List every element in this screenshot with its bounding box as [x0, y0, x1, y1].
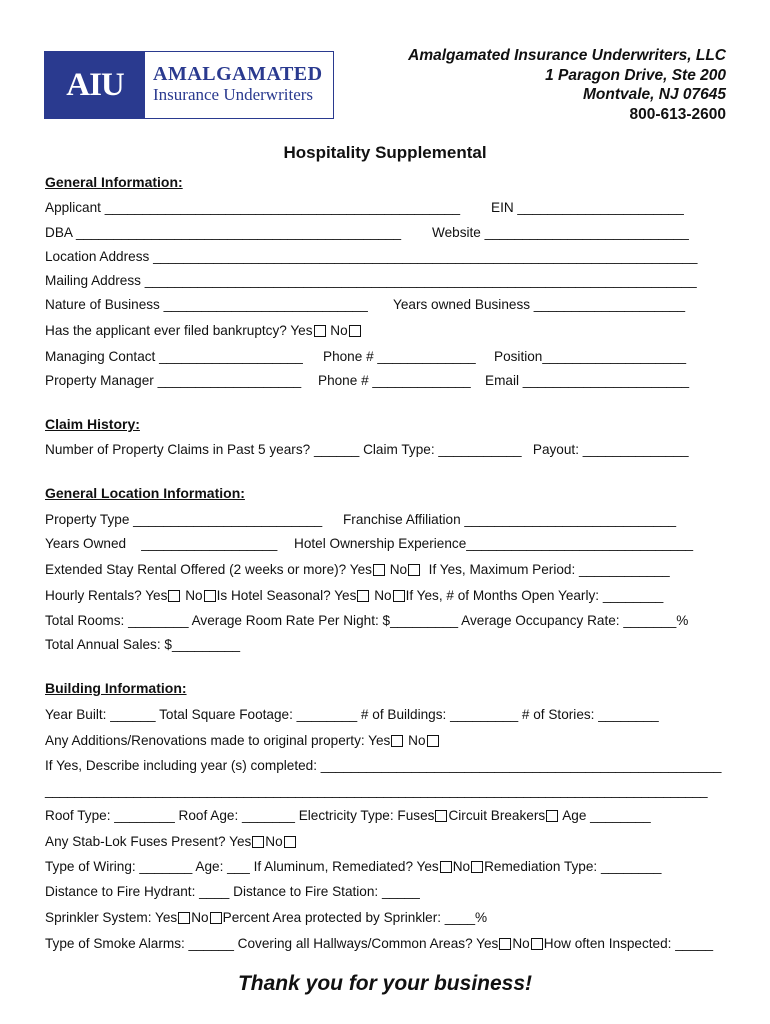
company-name: Amalgamated Insurance Underwriters, LLC — [408, 47, 726, 64]
extended-yes-checkbox[interactable] — [373, 564, 385, 576]
section-claim-history: Claim History: — [45, 416, 140, 432]
circuit-breakers-checkbox[interactable] — [546, 810, 558, 822]
closing-message: Thank you for your business! — [237, 972, 533, 995]
smoke-alarm-line — [45, 936, 713, 952]
no-label: No — [408, 733, 426, 748]
seasonal-label: Is Hotel Seasonal? Yes — [216, 588, 357, 603]
wiring-line — [45, 859, 661, 875]
sprinkler-percent-field[interactable]: Percent Area protected by Sprinkler: ____% — [222, 910, 488, 925]
applicant-field[interactable]: Applicant _______________________________________________ — [45, 200, 461, 215]
electric-age-field[interactable]: Age ________ — [562, 808, 651, 823]
hourly-seasonal-question — [45, 588, 663, 604]
dba-field[interactable]: DBA ___________________________________________ — [45, 225, 402, 240]
bankruptcy-label: Has the applicant ever filed bankruptcy? Yes — [45, 323, 313, 338]
no-label: No — [374, 588, 392, 603]
additions-label: Any Additions/Renovations made to original property: Yes — [45, 733, 391, 748]
fire-distance-line[interactable]: Distance to Fire Hydrant: ____ Distance to Fire Station: _____ — [45, 884, 420, 899]
wiring-label[interactable]: Type of Wiring: _______ Age: ___ If Aluminum, Remediated? Yes — [45, 859, 439, 874]
roof-electricity-line — [45, 808, 651, 824]
property-type-field[interactable]: Property Type _________________________ — [45, 512, 323, 527]
sprinkler-line — [45, 910, 487, 926]
months-open-field[interactable]: If Yes, # of Months Open Yearly: ________ — [405, 588, 664, 603]
describe-renovations-field[interactable]: If Yes, Describe including year (s) completed: _____________________________________________________ — [45, 758, 722, 773]
sprinkler-yes-checkbox[interactable] — [178, 912, 190, 924]
franchise-field[interactable]: Franchise Affiliation ____________________________ — [343, 512, 677, 527]
bankruptcy-no-checkbox[interactable] — [349, 325, 361, 337]
section-general-information: General Information: — [45, 174, 183, 190]
year-built-line[interactable]: Year Built: ______ Total Square Footage: ________ # of Buildings: _________ # of Stories: ________ — [45, 707, 659, 722]
hourly-yes-checkbox[interactable] — [168, 590, 180, 602]
seasonal-yes-checkbox[interactable] — [357, 590, 369, 602]
property-manager-field[interactable]: Property Manager ___________________ — [45, 373, 302, 388]
no-label: No — [191, 910, 209, 925]
no-label: No — [185, 588, 203, 603]
claims-line[interactable]: Number of Property Claims in Past 5 years? ______ Claim Type: ___________ Payout: ______________ — [45, 442, 689, 457]
stablok-yes-checkbox[interactable] — [252, 836, 264, 848]
sprinkler-label: Sprinkler System: Yes — [45, 910, 178, 925]
extended-stay-question — [45, 562, 670, 578]
fuses-checkbox[interactable] — [435, 810, 447, 822]
hourly-no-checkbox[interactable] — [204, 590, 216, 602]
roof-electricity-label[interactable]: Roof Type: ________ Roof Age: _______ Electricity Type: Fuses — [45, 808, 435, 823]
total-annual-sales-field[interactable]: Total Annual Sales: $_________ — [45, 637, 241, 652]
manager-phone-field[interactable]: Phone # _____________ — [318, 373, 471, 388]
hallways-no-checkbox[interactable] — [531, 938, 543, 950]
logo-subtitle: Insurance Underwriters — [153, 85, 314, 104]
additions-question — [45, 733, 440, 749]
maximum-period-field[interactable]: If Yes, Maximum Period: ____________ — [428, 562, 670, 577]
no-label: No — [512, 936, 530, 951]
years-owned-field[interactable]: Years Owned __________________ — [45, 536, 278, 551]
hotel-experience-field[interactable]: Hotel Ownership Experience______________________________ — [294, 536, 694, 551]
managing-contact-field[interactable]: Managing Contact ___________________ — [45, 349, 303, 364]
no-label: No — [265, 834, 283, 849]
stablok-question — [45, 834, 297, 850]
phone-number: 800-613-2600 — [629, 105, 726, 123]
stablok-label: Any Stab-Lok Fuses Present? Yes — [45, 834, 252, 849]
form-title: Hospitality Supplemental — [283, 143, 487, 162]
bankruptcy-question — [45, 323, 362, 339]
company-address — [408, 46, 726, 124]
stablok-no-checkbox[interactable] — [284, 836, 296, 848]
remediated-yes-checkbox[interactable] — [440, 861, 452, 873]
company-logo — [44, 51, 334, 119]
describe-continuation-line[interactable]: __________________________________________________________________________________________ — [45, 783, 708, 798]
hourly-label: Hourly Rentals? Yes — [45, 588, 168, 603]
ein-field[interactable]: EIN ______________________ — [491, 200, 684, 215]
hallways-yes-checkbox[interactable] — [499, 938, 511, 950]
no-label: No — [330, 323, 348, 338]
nature-of-business-field[interactable]: Nature of Business ___________________________ — [45, 297, 368, 312]
remediated-no-checkbox[interactable] — [471, 861, 483, 873]
website-field[interactable]: Website ___________________________ — [432, 225, 689, 240]
logo-text — [145, 52, 323, 118]
section-building-information: Building Information: — [45, 680, 187, 696]
rooms-rate-occupancy-line[interactable]: Total Rooms: ________ Average Room Rate Per Night: $_________ Average Occupancy Rate: _______% — [45, 613, 689, 628]
mailing-address-field[interactable]: Mailing Address _________________________________________________________________________ — [45, 273, 697, 288]
seasonal-no-checkbox[interactable] — [393, 590, 405, 602]
logo-name: AMALGAMATED — [153, 63, 323, 85]
contact-phone-field[interactable]: Phone # _____________ — [323, 349, 476, 364]
section-general-location: General Location Information: — [45, 485, 245, 501]
additions-no-checkbox[interactable] — [427, 735, 439, 747]
manager-email-field[interactable]: Email ______________________ — [485, 373, 690, 388]
extended-stay-label: Extended Stay Rental Offered (2 weeks or more)? Yes — [45, 562, 372, 577]
extended-no-checkbox[interactable] — [408, 564, 420, 576]
years-owned-business-field[interactable]: Years owned Business ____________________ — [393, 297, 686, 312]
city-state-zip: Montvale, NJ 07645 — [582, 86, 726, 103]
remediation-type-field[interactable]: Remediation Type: ________ — [484, 859, 662, 874]
sprinkler-no-checkbox[interactable] — [210, 912, 222, 924]
additions-yes-checkbox[interactable] — [391, 735, 403, 747]
no-label: No — [452, 859, 471, 874]
inspection-frequency-field[interactable]: How often Inspected: _____ — [543, 936, 714, 951]
location-address-field[interactable]: Location Address ________________________________________________________________________ — [45, 249, 698, 264]
bankruptcy-yes-checkbox[interactable] — [314, 325, 326, 337]
logo-mark: AIU — [45, 52, 145, 118]
circuit-breakers-label: Circuit Breakers — [448, 808, 546, 823]
contact-position-field[interactable]: Position___________________ — [494, 349, 687, 364]
no-label: No — [389, 562, 408, 577]
smoke-alarm-label[interactable]: Type of Smoke Alarms: ______ Covering all Hallways/Common Areas? Yes — [45, 936, 499, 951]
street-address: 1 Paragon Drive, Ste 200 — [545, 66, 726, 84]
